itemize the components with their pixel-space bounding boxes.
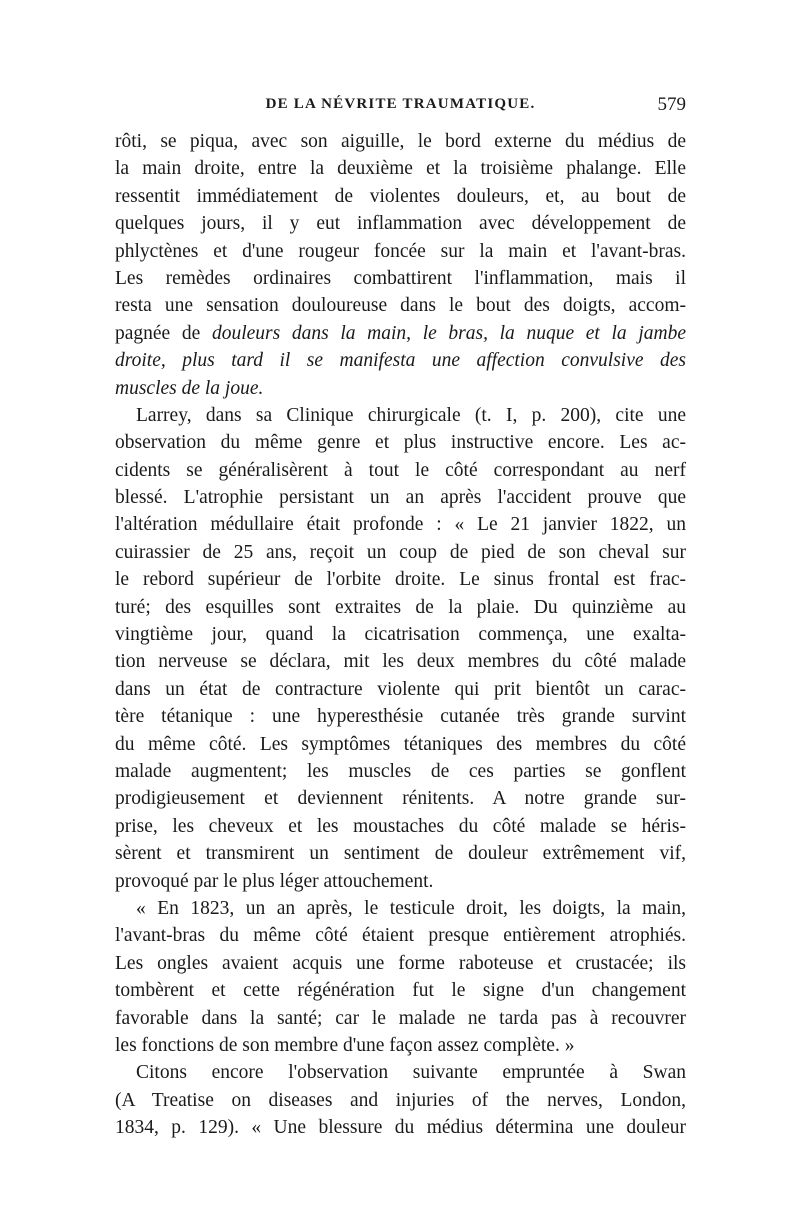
text-line: Les remèdes ordinaires combattirent l'inflammation, mais il [115,267,686,289]
text-line: l'altération médullaire était profonde : « Le 21 janvier 1822, un [115,514,686,536]
text-line: 1834, p. 129). « Une blessure du médius détermina une douleur [115,1117,686,1139]
page-number: 579 [657,94,686,115]
text-line: prise, les cheveux et les moustaches du côté malade se héris- [115,815,686,837]
text-line: quelques jours, il y eut inflammation avec développement de [115,213,686,235]
text-line: phlyctènes et d'une rougeur foncée sur la main et l'avant-bras. [115,240,686,262]
text-line: muscles de la joue. [115,377,264,399]
text-line: le rebord supérieur de l'orbite droite. Le sinus frontal est frac- [115,569,686,591]
text-line: droite, plus tard il se manifesta une affection convulsive des [115,350,686,372]
text-line: Larrey, dans sa Clinique chirurgicale (t. I, p. 200), cite une [136,404,686,426]
text-line: cuirassier de 25 ans, reçoit un coup de pied de son cheval sur [115,541,686,563]
text-line: cidents se généralisèrent à tout le côté correspondant au nerf [115,459,686,481]
text-line: pagnée de douleurs dans la main, le bras, la nuque et la jambe [115,322,686,344]
text-line: tombèrent et cette régénération fut le signe d'un changement [115,980,686,1002]
running-title: DE LA NÉVRITE TRAUMATIQUE. [265,96,536,112]
text-line: blessé. L'atrophie persistant un an après l'accident prouve que [115,487,686,509]
text-line: prodigieusement et deviennent rénitents. A notre grande sur- [115,788,686,810]
text-line: rôti, se piqua, avec son aiguille, le bord externe du médius de [115,131,686,152]
text-line: « En 1823, un an après, le testicule droit, les doigts, la main, [136,897,686,919]
text-line: resta une sensation douloureuse dans le bout des doigts, accom- [115,295,686,317]
text-line: du même côté. Les symptômes tétaniques des membres du côté [115,733,686,755]
text-line: tère tétanique : une hyperesthésie cutanée très grande survint [115,706,686,728]
text-line: l'avant-bras du même côté étaient presque entièrement atrophiés. [115,925,686,947]
text-line: la main droite, entre la deuxième et la troisième phalange. Elle [115,158,686,180]
text-line: tion nerveuse se déclara, mit les deux membres du côté malade [115,651,686,673]
italic-span: douleurs dans la main, le bras, la nuque et la jambe [211,322,686,344]
text-line: Citons encore l'observation suivante empruntée à Swan [136,1062,686,1084]
text-line: vingtième jour, quand la cicatrisation commença, une exalta- [115,624,686,646]
text-line: dans un état de contracture violente qui prit bientôt un carac- [115,678,686,700]
text-line: favorable dans la santé; car le malade ne tarda pas à recouvrer [115,1007,686,1029]
text-line: provoqué par le plus léger attouchement. [115,870,434,892]
text-line: sèrent et transmirent un sentiment de douleur extrêmement vif, [115,843,686,865]
text-line: les fonctions de son membre d'une façon assez complète. » [115,1034,575,1056]
text-line: ressentit immédiatement de violentes douleurs, et, au bout de [115,185,686,207]
text-line: malade augmentent; les muscles de ces parties se gonflent [115,760,686,782]
text-line: (A Treatise on diseases and injuries of the nerves, London, [115,1089,686,1111]
page-header [115,96,686,122]
text-line: Les ongles avaient acquis une forme raboteuse et crustacée; ils [115,952,686,974]
text-line: observation du même genre et plus instructive encore. Les ac- [115,432,686,454]
body-text [115,128,686,1141]
text-line: turé; des esquilles sont extraites de la plaie. Du quinzième au [115,596,686,618]
